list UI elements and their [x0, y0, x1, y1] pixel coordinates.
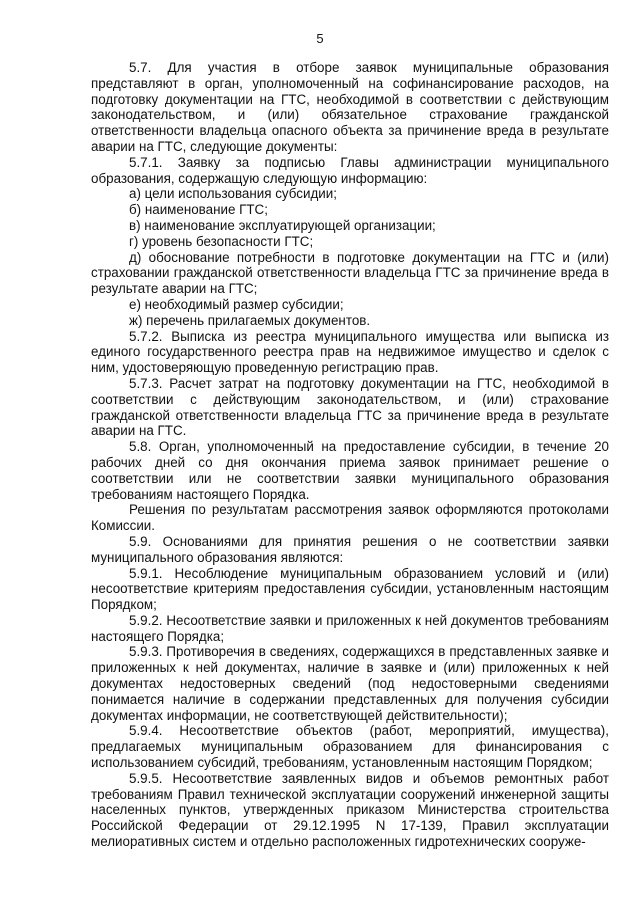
paragraph-decisions: Решения по результатам рассмотрения заявок оформляются протоколами Комиссии. — [91, 502, 609, 534]
list-item-v: в) наименование эксплуатирующей организации; — [129, 217, 436, 233]
paragraph-5-9: 5.9. Основаниями для принятия решения о не соответствии заявки муниципального образования являются: — [91, 533, 609, 565]
list-item-b: б) наименование ГТС; — [129, 202, 268, 218]
paragraph-5-9-4: 5.9.4. Несоответствие объектов (работ, мероприятий, имущества), предлагаемых муниципальным образованием для финансирования с использованием субсидий, требованиям, установленным настоящим Порядком; — [91, 723, 609, 771]
document-body — [91, 60, 609, 850]
paragraph-5-9-3: 5.9.3. Противоречия в сведениях, содержащихся в представленных заявке и приложенных к ней документах, наличие в заявке и (или) приложенных к ней документах недостоверных сведений (под недостоверными сведениями понимается наличие в содержании представленных для получения субсидии документах информации, не соответствующей действительности); — [91, 644, 609, 723]
list-item-g: г) уровень безопасности ГТС; — [129, 233, 314, 249]
list-item-zh: ж) перечень прилагаемых документов. — [129, 312, 371, 328]
paragraph-5-9-2: 5.9.2. Несоответствие заявки и приложенных к ней документов требованиям настоящего Порядка; — [91, 612, 609, 644]
paragraph-5-7-2: 5.7.2. Выписка из реестра муниципального имущества или выписка из единого государственного реестра прав на недвижимое имущество и сделок с ним, удостоверяющую проведенную регистрацию прав. — [91, 328, 609, 376]
paragraph-5-9-1: 5.9.1. Несоблюдение муниципальным образованием условий и (или) несоответствие критериям предоставления субсидии, установленным настоящим Порядком; — [91, 565, 609, 613]
paragraph-5-9-5: 5.9.5. Несоответствие заявленных видов и объемов ремонтных работ требованиям Правил технической эксплуатации сооружений инженерной защиты населенных пунктов, утвержденных приказом Министерства строительства Российской Федерации от 29.12.1995 N 17-139, Правил эксплуатации мелиоративных систем и отдельно расположенных гидротехнических сооруже- — [91, 770, 609, 850]
page-number: 5 — [316, 31, 324, 46]
paragraph-5-7-1: 5.7.1. Заявку за подписью Главы администрации муниципального образования, содержащую следующую информацию: — [91, 154, 609, 186]
paragraph-5-7: 5.7. Для участия в отборе заявок муниципальные образования представляют в орган, уполномоченный на софинансирование расходов, на подготовку документации на ГТС, необходимой в соответствии с действующим законодательством, и (или) обязательное страхование гражданской ответственности владельца опасного объекта за причинение вреда в результате аварии на ГТС, следующие документы: — [91, 60, 609, 154]
paragraph-5-7-3: 5.7.3. Расчет затрат на подготовку документации на ГТС, необходимой в соответствии с действующим законодательством, и (или) страхование гражданской ответственности владельца ГТС за причинение вреда в результате аварии на ГТС. — [91, 375, 609, 439]
list-item-d: д) обоснование потребности в подготовке документации на ГТС и (или) страховании гражданской ответственности владельца ГТС за причинение вреда в результате аварии на ГТС; — [91, 249, 609, 297]
list-item-e: е) необходимый размер субсидии; — [129, 296, 344, 312]
list-item-a: а) цели использования субсидии; — [129, 186, 337, 202]
paragraph-5-8: 5.8. Орган, уполномоченный на предоставление субсидии, в течение 20 рабочих дней со дня окончания приема заявок принимает решение о соответствии или не соответствии заявки муниципального образования требованиям настоящего Порядка. — [91, 439, 609, 502]
